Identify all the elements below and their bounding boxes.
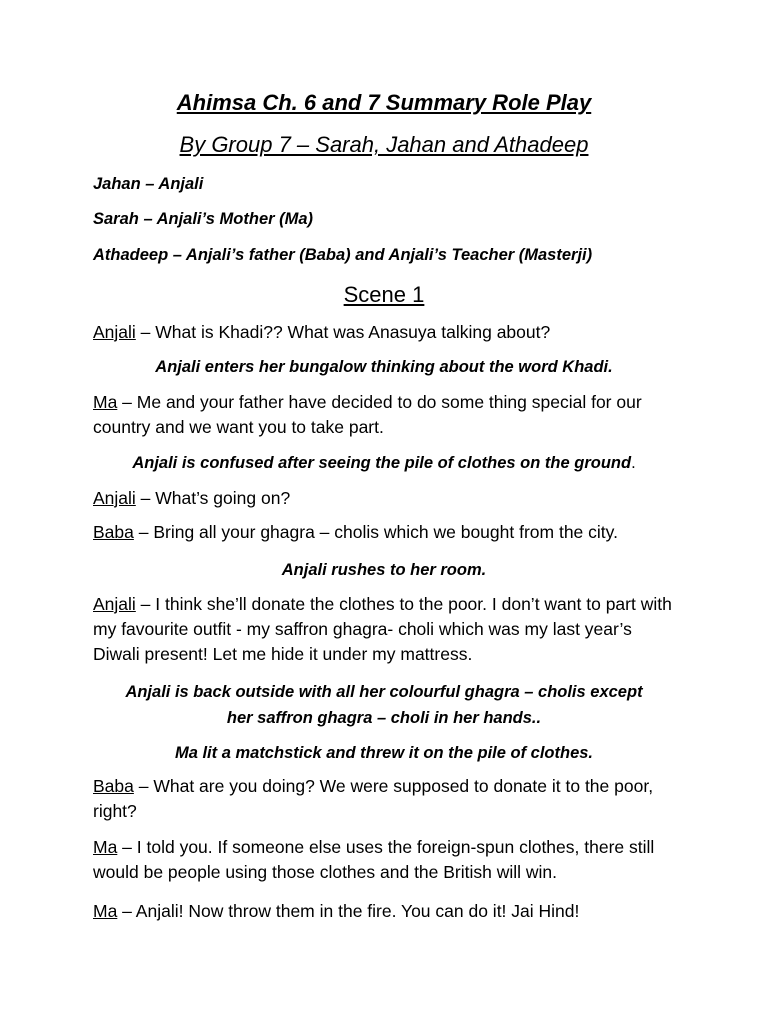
dialogue-line — [93, 520, 683, 545]
speaker-name: Anjali — [93, 594, 136, 614]
speaker-name: Anjali — [93, 488, 136, 508]
dialogue-line — [93, 320, 683, 345]
speaker-name: Ma — [93, 392, 118, 412]
dialogue-line — [93, 486, 683, 511]
dialogue-text: – What are you doing? We were supposed to donate it to the poor, right? — [93, 776, 654, 821]
dialogue-text: – What is Khadi?? What was Anasuya talking about? — [135, 322, 551, 342]
speaker-name: Ma — [93, 901, 118, 921]
dialogue-text: – What’s going on? — [135, 488, 291, 508]
speaker-name: Baba — [93, 522, 134, 542]
dialogue-line — [93, 835, 683, 885]
stage-direction — [80, 450, 688, 476]
dialogue-text: – Anjali! Now throw them in the fire. You can do it! Jai Hind! — [117, 901, 580, 921]
stage-direction-tail: . — [631, 454, 636, 472]
dialogue-text: – I told you. If someone else uses the foreign-spun clothes, there still would be people using those clothes and the British will win. — [93, 837, 655, 882]
dialogue-line — [93, 390, 683, 440]
stage-direction-text: Anjali is confused after seeing the pile of clothes on the ground — [132, 454, 632, 472]
cast-line: Athadeep – Anjali’s father (Baba) and Anjali’s Teacher (Masterji) — [93, 246, 593, 264]
document-title: Ahimsa Ch. 6 and 7 Summary Role Play — [176, 90, 592, 115]
group-subtitle: By Group 7 – Sarah, Jahan and Athadeep — [179, 132, 589, 157]
scene-heading: Scene 1 — [343, 282, 425, 307]
dialogue-line — [93, 592, 683, 667]
cast-line: Sarah – Anjali’s Mother (Ma) — [93, 210, 314, 228]
speaker-name: Ma — [93, 837, 118, 857]
stage-direction: Anjali rushes to her room. — [281, 561, 487, 579]
speaker-name: Anjali — [93, 322, 136, 342]
dialogue-text: – Me and your father have decided to do some thing special for our country and we want you to take part. — [93, 392, 642, 437]
stage-direction: Anjali enters her bungalow thinking about the word Khadi. — [155, 358, 613, 376]
speaker-name: Baba — [93, 776, 134, 796]
stage-direction: Anjali is back outside with all her colourful ghagra – cholis except — [125, 683, 643, 701]
dialogue-line — [93, 774, 683, 824]
stage-direction: her saffron ghagra – choli in her hands.. — [226, 709, 542, 727]
cast-line: Jahan – Anjali — [93, 175, 204, 193]
dialogue-text: – Bring all your ghagra – cholis which we bought from the city. — [133, 522, 618, 542]
dialogue-text: – I think she’ll donate the clothes to the poor. I don’t want to part with my favourite outfit - my saffron ghagra- choli which was my last year’s Diwali present! Let me hide it under my mattress. — [93, 594, 672, 664]
dialogue-line — [93, 899, 683, 924]
stage-direction: Ma lit a matchstick and threw it on the pile of clothes. — [174, 744, 594, 762]
